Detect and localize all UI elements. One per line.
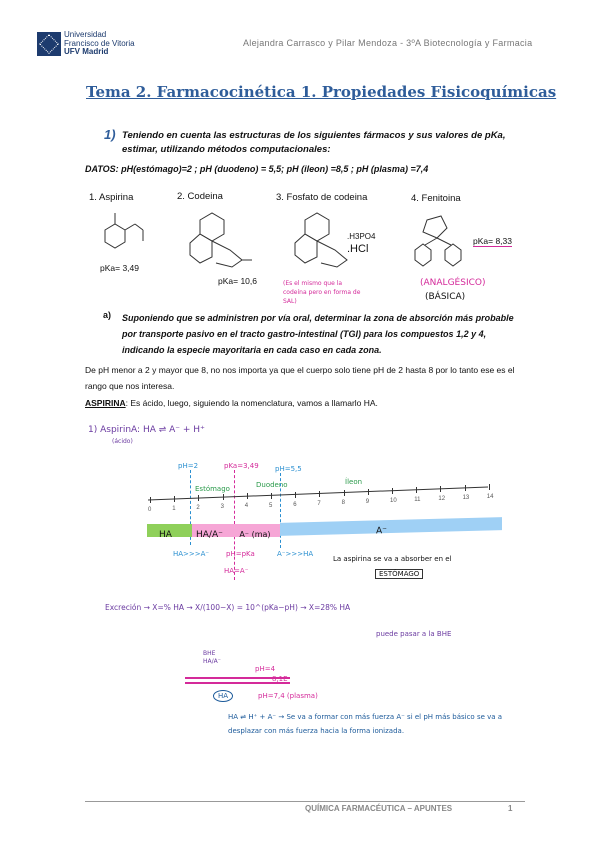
handwritten-note: A⁻>>>HA	[277, 550, 314, 558]
band-a	[280, 517, 502, 536]
logo-line: Universidad	[64, 30, 107, 39]
band-label: A⁻	[376, 526, 387, 537]
drug-name: 1. Aspirina	[89, 192, 134, 203]
ph-marker-label: pH=5,5	[275, 465, 302, 473]
band-ha	[147, 524, 192, 540]
axis-tick	[174, 496, 175, 502]
drug-name: 2. Codeina	[177, 191, 223, 202]
zone-label: Duodeno	[256, 481, 288, 489]
handwritten-conclusion: La aspirina se va a absorber en el	[333, 555, 452, 563]
aspirina-label: ASPIRINA	[85, 398, 126, 408]
handwritten-excretion: Excreción → X=% HA → X/(100−X) = 10^(pKa−pH) → X=28% HA	[105, 603, 351, 612]
axis-tick	[150, 497, 151, 503]
handwritten-note: BHE	[203, 650, 216, 657]
aspirin-structure-icon	[93, 205, 153, 260]
handwritten-note: (BÁSICA)	[425, 292, 466, 302]
zone-label: Íleon	[345, 478, 363, 486]
axis-tick	[392, 488, 393, 494]
pka-label: pKa= 3,49	[100, 263, 139, 273]
handwritten-note: HA=A⁻	[224, 567, 249, 575]
phenytoin-structure-icon	[405, 210, 475, 275]
axis-tick-label: 9	[365, 498, 370, 505]
ufv-logo-icon	[37, 32, 61, 56]
footer-divider	[85, 801, 525, 802]
axis-tick	[368, 489, 369, 495]
aspirina-text: : Es ácido, luego, siguiendo la nomenclatura, vamos a llamarlo HA.	[125, 398, 378, 408]
handwritten-note: HA>>>A⁻	[173, 550, 210, 558]
salt-label: .HCl	[347, 243, 369, 255]
handwritten-note: (ácido)	[112, 438, 133, 445]
axis-tick	[440, 486, 441, 492]
band-label: HA	[159, 530, 172, 540]
part-a-text: Suponiendo que se administren por vía oral, determinar la zona de absorción más probable por transporte pasivo en el tracto gastro-intestinal (TGI) para los compuestos 1,2 y 4, indicando la especie mayoritaria en cada caso en cada zona.	[122, 313, 514, 355]
pka-marker-label: pKa=3,49	[224, 462, 259, 470]
logo-line: Francisco de Vitoria	[64, 38, 135, 48]
logo-line: UFV Madrid	[64, 47, 109, 56]
axis-tick-label: 4	[244, 503, 249, 510]
datos-line: DATOS: pH(estómago)=2 ; pH (duodeno) = 5,5; pH (ileon) =8,5 ; pH (plasma) =7,4	[85, 164, 429, 174]
handwritten-note: 8,1E	[272, 675, 288, 683]
band-label: HA/A⁻	[196, 530, 223, 540]
axis-tick-label: 13	[462, 495, 470, 502]
header-authors: Alejandra Carrasco y Pilar Mendoza - 3ºA Biotecnología y Farmacia	[243, 38, 533, 48]
ph-marker-label: pH=2	[178, 462, 199, 470]
pka-label: pKa= 8,33	[473, 236, 512, 246]
handwritten-note: pH=7,4 (plasma)	[258, 692, 318, 700]
handwritten-ha-circle: HA	[213, 690, 233, 702]
question-text: Teniendo en cuenta las estructuras de los siguientes fármacos y sus valores de pKa, estimar, utilizando métodos computacionales:	[122, 130, 506, 155]
handwritten-note: pH=pKa	[226, 550, 255, 558]
axis-tick-label: 10	[390, 498, 397, 504]
drug-name: 3. Fosfato de codeina	[276, 192, 368, 203]
aspirina-line	[85, 395, 378, 411]
axis-tick	[465, 485, 466, 491]
axis-tick-label: 7	[317, 500, 321, 507]
axis-tick	[489, 484, 490, 490]
handwritten-note: (ANALGÉSICO)	[420, 278, 486, 288]
axis-tick	[223, 494, 224, 500]
axis-tick-label: 1	[172, 506, 176, 513]
handwritten-note: HA/A⁻	[203, 658, 221, 665]
axis-tick	[319, 491, 320, 497]
paragraph: De pH menor a 2 y mayor que 8, no nos importa ya que el cuerpo solo tiene pH de 2 hasta 8 por lo tanto ese es el rango que nos interesa.	[85, 365, 515, 391]
codeine-phosphate-structure-icon	[275, 205, 355, 280]
drug-name: 4. Fenitoina	[411, 193, 461, 204]
axis-tick	[198, 495, 199, 501]
axis-tick	[416, 487, 417, 493]
footer-text: QUÍMICA FARMACÉUTICA – APUNTES	[305, 804, 453, 813]
salt-label: .H3PO4	[347, 232, 376, 241]
axis-tick	[271, 493, 272, 499]
page-number: 1	[508, 804, 513, 813]
axis-tick-label: 14	[486, 494, 494, 501]
handwritten-explanation: HA ⇌ H⁺ + A⁻ → Se va a formar con más fuerza A⁻ si el pH más básico se va a desplazar con más fuerza hacia la forma ionizada.	[228, 713, 503, 735]
question-number: 1)	[104, 127, 116, 142]
axis-tick-label: 11	[414, 497, 421, 504]
axis-tick-label: 5	[269, 502, 273, 509]
part-a-label: a)	[103, 310, 112, 320]
handwritten-note: pH=4	[255, 665, 276, 673]
handwritten-note: (Es el mismo que la codeína pero en forma de SAL)	[283, 280, 361, 305]
axis-tick-label: 2	[196, 505, 200, 512]
band-label: A⁻ (ma)	[239, 530, 271, 539]
handwritten-conclusion-box: ESTÓMAGO	[375, 569, 423, 579]
handwritten-equation: 1) AspirinA: HA ⇌ A⁻ + H⁺	[88, 425, 205, 435]
axis-tick-label: 6	[293, 501, 297, 508]
pka-label: pKa= 10,6	[218, 276, 257, 286]
band-ha-a	[192, 524, 280, 540]
codeine-structure-icon	[170, 205, 255, 280]
axis-tick	[344, 490, 345, 496]
zone-label: Estómago	[195, 485, 230, 493]
logo-text	[64, 31, 135, 57]
handwritten-note: puede pasar a la BHE	[376, 630, 452, 638]
axis-tick	[295, 492, 296, 498]
axis-tick	[247, 493, 248, 499]
axis-tick-label: 3	[220, 504, 224, 511]
axis-tick-label: 8	[341, 499, 345, 506]
page-title: Tema 2. Farmacocinética 1. Propiedades Fisicoquímicas	[86, 83, 557, 101]
axis-tick-label: 12	[438, 496, 446, 503]
axis-tick-label: 0	[148, 507, 152, 513]
